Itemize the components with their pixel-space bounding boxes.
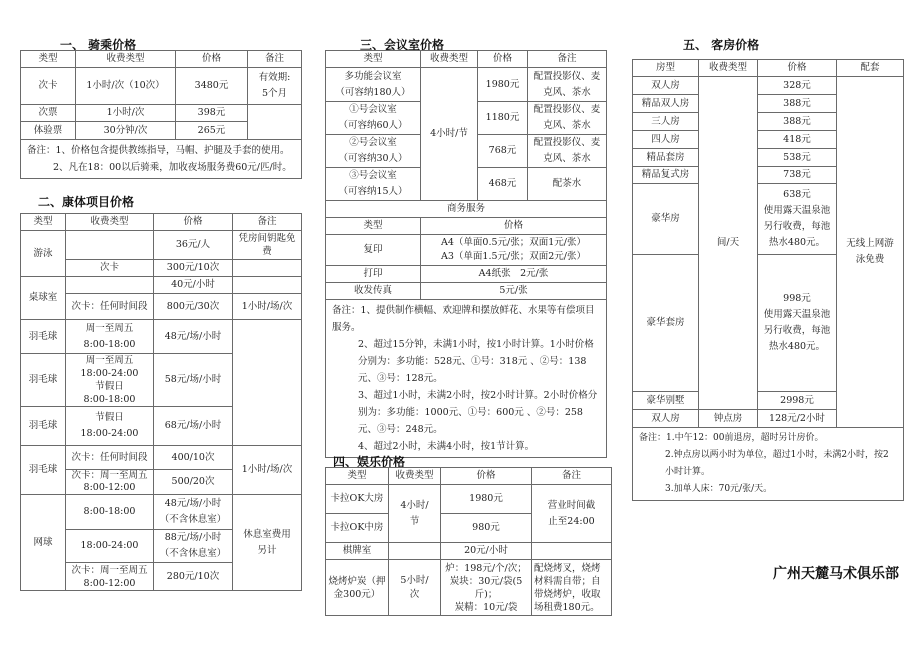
header-cell: 类型 — [21, 51, 76, 68]
header-cell: 备注 — [233, 214, 302, 231]
price-cell: 800元/30次 — [154, 294, 233, 320]
price-cell: 48元/场/小时 — [154, 320, 233, 354]
fee-line: 8:00-12:00 — [83, 482, 136, 493]
note-line: 2、超过15分钟，未满1小时，按1小时计算。1小时价格分别为：多功能：528元、①号：318元 、②号：138元、③号：128元。 — [358, 339, 594, 384]
header-cell: 类型 — [21, 214, 66, 231]
header-cell: 类型 — [326, 468, 389, 485]
header-cell: 备注 — [248, 51, 302, 68]
note-cell: 配置投影仪、麦克风、茶水 — [528, 102, 607, 135]
fee-line: 8:00-18:00 — [83, 338, 136, 350]
business-title: 商务服务 — [326, 201, 607, 218]
fee-cell: 次卡：任何时间段 — [66, 446, 154, 470]
note-cell: 1小时/场/次 — [233, 446, 302, 495]
note-cell: 营业时间截止至24:00 — [532, 485, 612, 543]
price-line: 998元 — [783, 293, 811, 304]
notes-row — [21, 140, 302, 179]
riding-table — [20, 50, 302, 179]
notes-cell — [21, 140, 302, 179]
type-cell — [326, 102, 421, 135]
price-cell — [154, 530, 233, 563]
entertainment-table — [325, 467, 612, 616]
table-header — [326, 468, 612, 485]
table-header — [633, 60, 904, 77]
note-cell: 配置投影仪、麦克风、茶水 — [528, 135, 607, 168]
type-cell: 游泳 — [21, 231, 66, 277]
fee-cell — [66, 354, 154, 407]
table-row — [21, 495, 302, 530]
type-cell: 棋牌室 — [326, 543, 389, 560]
header-cell: 价格 — [478, 51, 528, 68]
price-cell: 388元 — [758, 95, 837, 113]
note-cell: 配茶水 — [528, 168, 607, 201]
table-row — [21, 446, 302, 470]
note-cell — [233, 320, 302, 446]
note-cell: 1小时/场/次 — [233, 294, 302, 320]
type-cell: 打印 — [326, 266, 421, 283]
header-cell: 备注 — [532, 468, 612, 485]
note-cell: 休息室费用另计 — [233, 495, 302, 591]
fitness-title: 二、康体项目价格 — [38, 195, 135, 209]
fee-cell — [66, 277, 154, 294]
note-line: 2.钟点房以两小时为单位，超过1小时，未满2小时，按2小时计算。 — [665, 450, 889, 477]
price-cell: 300元/10次 — [154, 260, 233, 277]
room-name: ①号会议室 — [349, 104, 397, 115]
price-cell: 468元 — [478, 168, 528, 201]
note-cell — [248, 105, 302, 140]
price-cell: 128元/2小时 — [758, 410, 837, 428]
fee-line: 18:00-24:00 — [80, 368, 139, 379]
fee-line: 18:00-24:00 — [80, 428, 139, 439]
price-cell: 1180元 — [478, 102, 528, 135]
note-line: 备注：1、提供制作横幅、欢迎牌和摆放鲜花、水果等有偿项目服务。 — [332, 305, 595, 333]
meeting-title: 三、会议室价格 — [360, 38, 445, 52]
fee-line: 8:00-12:00 — [83, 577, 136, 589]
rooms-table — [632, 59, 904, 501]
type-cell: 三人房 — [633, 113, 699, 131]
table-row — [326, 68, 607, 102]
price-line: 炭块：30元/袋(5斤)； — [449, 575, 523, 600]
table-row — [21, 68, 302, 105]
table-row — [326, 266, 607, 283]
table-header — [326, 218, 607, 235]
fee-cell: 30分钟/次 — [76, 122, 176, 140]
price-line: （不含休息室） — [159, 514, 227, 525]
entertainment-title: 四、娱乐价格 — [333, 455, 406, 469]
note-cell — [532, 543, 612, 560]
header-cell: 收费类型 — [76, 51, 176, 68]
type-cell: 体验票 — [21, 122, 76, 140]
price-cell: 500/20次 — [154, 470, 233, 495]
table-row — [326, 560, 612, 616]
fee-cell: 间/天 — [699, 77, 758, 410]
type-cell — [326, 168, 421, 201]
header-cell: 收费类型 — [389, 468, 441, 485]
header-cell: 类型 — [326, 218, 421, 235]
note-line: 3.加单人床：70元/张/天。 — [665, 484, 773, 494]
notes-cell — [326, 300, 607, 458]
type-cell: 豪华别墅 — [633, 392, 699, 410]
fee-cell: 18:00-24:00 — [66, 530, 154, 563]
type-cell: 双人房 — [633, 410, 699, 428]
price-cell: 400/10次 — [154, 446, 233, 470]
price-cell — [154, 495, 233, 530]
price-cell: 68元/场/小时 — [154, 407, 233, 446]
note-line: 5个月 — [261, 88, 288, 99]
type-cell: 羽毛球 — [21, 320, 66, 354]
price-line: A3（单面1.5元/张；双面2元/张） — [441, 251, 586, 262]
fee-cell — [66, 407, 154, 446]
price-cell: 36元/人 — [154, 231, 233, 260]
table-row — [326, 543, 612, 560]
type-cell: 精品双人房 — [633, 95, 699, 113]
fee-cell: 1小时/次 — [76, 105, 176, 122]
fee-cell: 1小时/次（10次） — [76, 68, 176, 105]
header-cell: 收费类型 — [66, 214, 154, 231]
price-cell: 40元/小时 — [154, 277, 233, 294]
table-header — [21, 214, 302, 231]
price-cell: 5元/张 — [421, 283, 607, 300]
fee-cell: 次卡 — [66, 260, 154, 277]
table-row — [21, 277, 302, 294]
price-cell: 980元 — [441, 514, 532, 543]
fitness-table — [20, 213, 302, 591]
riding-title: 一、 骑乘价格 — [60, 38, 137, 52]
room-capacity: （可容纳60人） — [338, 120, 408, 131]
type-cell: 四人房 — [633, 131, 699, 149]
price-line: （不含休息室） — [159, 548, 227, 559]
amenities-cell: 无线上网游泳免费 — [837, 77, 904, 428]
table-row — [21, 105, 302, 122]
fee-cell — [389, 543, 441, 560]
type-cell: 羽毛球 — [21, 407, 66, 446]
price-cell: 538元 — [758, 149, 837, 167]
type-cell: 豪华套房 — [633, 255, 699, 392]
header-cell: 价格 — [176, 51, 248, 68]
type-cell — [326, 135, 421, 168]
type-cell: 桌球室 — [21, 277, 66, 320]
price-cell — [758, 255, 837, 392]
price-line: 88元/场/小时 — [164, 532, 222, 543]
type-cell: 网球 — [21, 495, 66, 591]
room-name: 多功能会议室 — [344, 70, 402, 82]
note-cell — [248, 68, 302, 105]
fee-cell: 4小时/节 — [421, 68, 478, 201]
price-desc: 使用露天温泉池另行收费，每池热水480元。 — [763, 309, 831, 352]
price-desc: 使用露天温泉池另行收费，每池热水480元。 — [763, 205, 831, 248]
room-name: ③号会议室 — [349, 170, 397, 181]
price-cell: 418元 — [758, 131, 837, 149]
price-line: 48元/场/小时 — [164, 498, 222, 509]
price-cell — [421, 235, 607, 266]
table-row — [21, 231, 302, 260]
type-cell: 羽毛球 — [21, 446, 66, 495]
price-cell — [758, 184, 837, 255]
fee-cell: 5小时/次 — [389, 560, 441, 616]
club-name: 广州天麓马术俱乐部 — [773, 566, 899, 582]
type-cell: 次卡 — [21, 68, 76, 105]
fee-line: 节假日 — [95, 381, 124, 392]
price-cell: 398元 — [176, 105, 248, 122]
price-cell: 1980元 — [441, 485, 532, 514]
price-cell: 265元 — [176, 122, 248, 140]
header-cell: 收费类型 — [699, 60, 758, 77]
price-cell: 3480元 — [176, 68, 248, 105]
header-cell: 收费类型 — [421, 51, 478, 68]
type-cell — [326, 68, 421, 102]
note-cell: 凭房间钥匙免费 — [233, 231, 302, 260]
note-line: 2、凡在18：00以后骑乘，加收夜场服务费60元/匹/时。 — [53, 162, 292, 173]
table-row — [326, 485, 612, 514]
price-cell: 388元 — [758, 113, 837, 131]
type-cell: 卡拉OK中房 — [326, 514, 389, 543]
notes-row — [633, 428, 904, 501]
fee-cell: 4小时/节 — [389, 485, 441, 543]
table-row — [633, 77, 904, 95]
price-cell: 768元 — [478, 135, 528, 168]
table-header — [326, 51, 607, 68]
fee-line: 周一至周五 — [85, 322, 134, 334]
header-cell: 价格 — [421, 218, 607, 235]
note-line: 4、超过2小时，未满4小时，按1节计算。 — [358, 441, 535, 452]
note-line: 3、超过1小时，未满2小时，按2小时计算。2小时价格分别为：多功能：1000元、①号：600元 、②号：258元、③号：248元。 — [358, 390, 598, 435]
rooms-title: 五、 客房价格 — [683, 38, 760, 52]
business-title-row — [326, 201, 607, 218]
fee-cell — [66, 320, 154, 354]
type-cell: 双人房 — [633, 77, 699, 95]
price-line: 炭精：10元/袋 — [454, 601, 518, 613]
fee-cell — [66, 470, 154, 495]
meeting-table — [325, 50, 607, 458]
price-cell: 738元 — [758, 167, 837, 184]
price-line: 炉：198元/个/次； — [445, 562, 527, 574]
type-cell: 复印 — [326, 235, 421, 266]
table-row — [326, 283, 607, 300]
type-cell: 收发传真 — [326, 283, 421, 300]
note-cell: 配烧烤叉，烧烤材料需自带；自带烧烤炉，收取场租费180元。 — [532, 560, 612, 616]
notes-cell — [633, 428, 904, 501]
price-cell — [441, 560, 532, 616]
note-line: 备注：1、价格包含提供教练指导，马帽、护腿及手套的使用。 — [27, 145, 290, 156]
note-cell: 配置投影仪、麦克风、茶水 — [528, 68, 607, 102]
fee-line: 次卡：周一至周五 — [71, 470, 148, 481]
room-capacity: （可容纳30人） — [338, 153, 408, 164]
note-cell — [233, 277, 302, 294]
price-cell: 328元 — [758, 77, 837, 95]
price-cell: 2998元 — [758, 392, 837, 410]
table-row — [326, 235, 607, 266]
price-cell: 280元/10次 — [154, 563, 233, 591]
fee-cell — [66, 231, 154, 260]
header-cell: 价格 — [154, 214, 233, 231]
type-cell: 次票 — [21, 105, 76, 122]
price-cell: 20元/小时 — [441, 543, 532, 560]
fee-line: 节假日 — [95, 412, 124, 423]
fee-line: 周一至周五 — [85, 355, 134, 366]
price-cell: 58元/场/小时 — [154, 354, 233, 407]
room-capacity: （可容纳180人） — [335, 86, 411, 98]
room-name: ②号会议室 — [349, 137, 397, 148]
fee-cell: 8:00-18:00 — [66, 495, 154, 530]
type-cell: 豪华房 — [633, 184, 699, 255]
header-cell: 房型 — [633, 60, 699, 77]
header-cell: 价格 — [758, 60, 837, 77]
notes-row — [326, 300, 607, 458]
header-cell: 价格 — [441, 468, 532, 485]
type-cell: 精品套房 — [633, 149, 699, 167]
fee-cell: 次卡：任何时间段 — [66, 294, 154, 320]
room-capacity: （可容纳15人） — [338, 186, 408, 197]
header-cell: 备注 — [528, 51, 607, 68]
note-line: 备注：1.中午12：00前退房，超时另计房价。 — [639, 433, 824, 443]
price-cell: 1980元 — [478, 68, 528, 102]
price-line: A4（单面0.5元/张；双面1元/张） — [441, 237, 586, 248]
fee-line: 次卡：周一至周五 — [71, 564, 148, 576]
fee-line: 8:00-18:00 — [83, 394, 136, 405]
header-cell: 类型 — [326, 51, 421, 68]
table-row — [21, 320, 302, 354]
price-cell: A4纸张 2元/张 — [421, 266, 607, 283]
note-cell — [233, 260, 302, 277]
type-cell: 卡拉OK大房 — [326, 485, 389, 514]
table-header — [21, 51, 302, 68]
fee-cell — [66, 563, 154, 591]
fee-cell: 钟点房 — [699, 410, 758, 428]
type-cell: 精品复式房 — [633, 167, 699, 184]
note-line: 有效期: — [258, 72, 291, 83]
header-cell: 配套 — [837, 60, 904, 77]
price-line: 638元 — [783, 189, 811, 200]
type-cell: 羽毛球 — [21, 354, 66, 407]
type-cell: 烧烤炉炭（押金300元） — [326, 560, 389, 616]
